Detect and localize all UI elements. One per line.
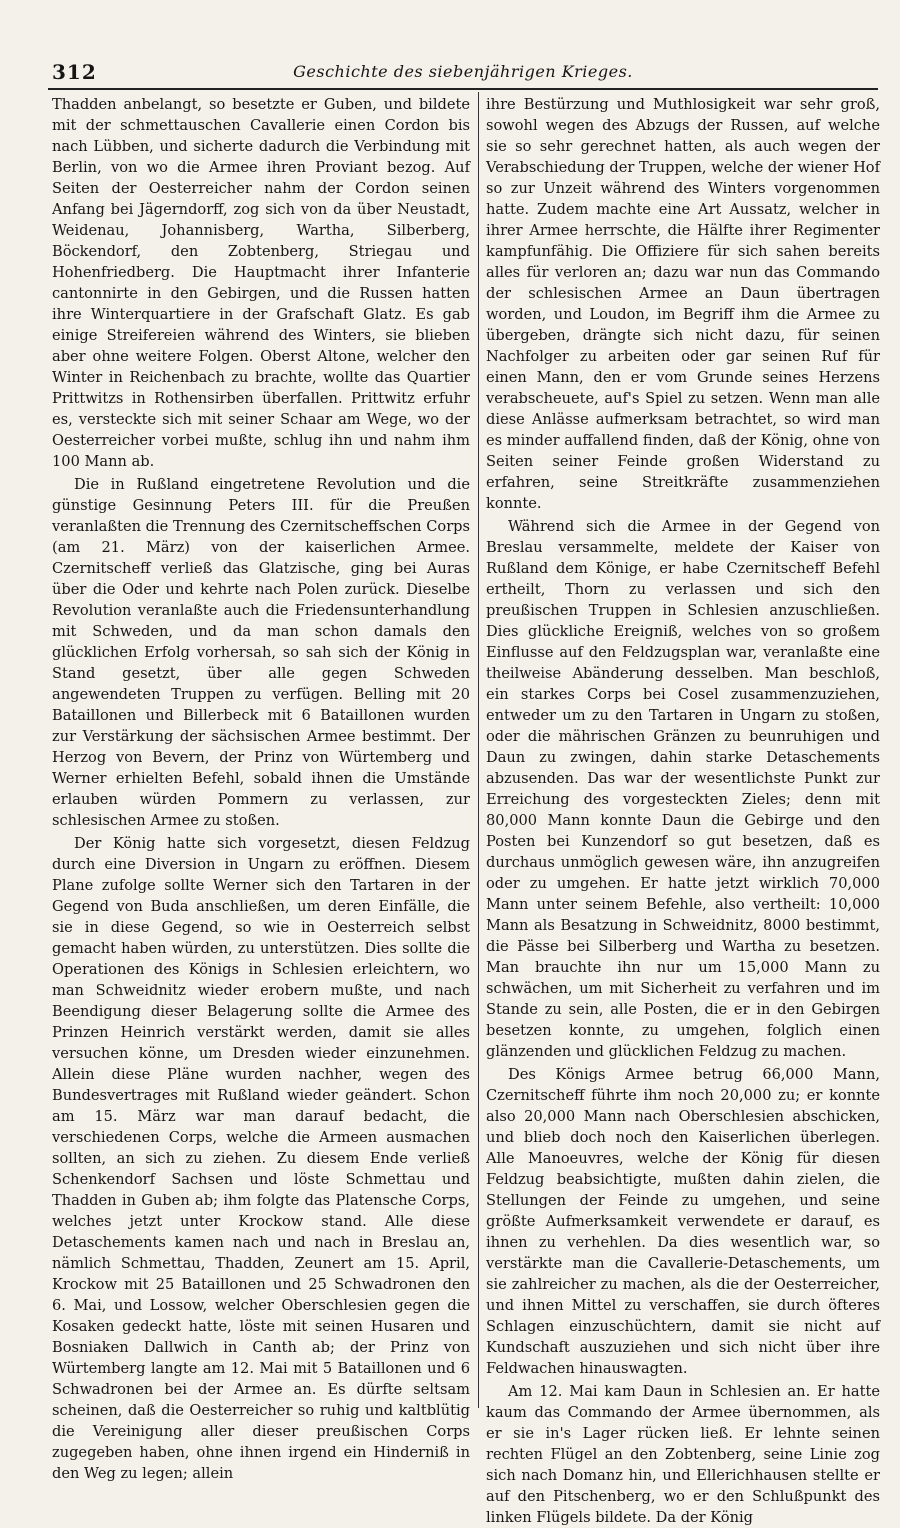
left-paragraph-3: Der König hatte sich vorgesetzt, diesen Feldzug durch eine Diversion in Ungarn zu eröffnen. Diesem Plane zufolge sollte Werner sich den Tartaren in der Gegend von Buda anschließen, um deren Einfälle, die sie in diese Gegend, so wie in Oesterreich selbst gemacht haben würden, zu unterstützen. Dies sollte die Operationen des Königs in Schlesien erleichtern, wo man Schweidnitz wieder erobern mußte, und nach Beendigung dieser Belagerung sollte die Armee des Prinzen Heinrich verstärkt werden, damit sie alles versuchen könne, um Dresden wieder einzunehmen. Allein diese Pläne wurden nachher, wegen des Bundesvertrages mit Rußland wieder geändert. Schon am 15. März war man darauf bedacht, die verschiedenen Corps, welche die Armeen ausmachen sollten, an sich zu ziehen. Zu diesem Ende verließ Schenkendorf Sachsen und löste Schmettau und Thadden in Guben ab; ihm folgte das Platensche Corps, welches jetzt unter Krockow stand. Alle diese Detaschements kamen nach und nach in Breslau an, nämlich Schmettau, Thadden, Zeunert am 15. April, Krockow mit 25 Bataillonen und 25 Schwadronen den 6. Mai, und Lossow, welcher Oberschlesien gegen die Kosaken gedeckt hatte, löste mit seinen Husaren und Bosniaken Dallwich in Canth ab; der Prinz von Würtemberg langte am 12. Mai mit 5 Bataillonen und 6 Schwadronen bei der Armee an. Es dürfte seltsam scheinen, daß die Oesterreicher so ruhig und kaltblütig die Vereinigung aller dieser preußischen Corps zugegeben haben, ohne ihnen irgend ein Hinderniß in den Weg zu legen; allein <box>52 835 470 1482</box>
right-column <box>486 94 880 1526</box>
page-header <box>48 58 878 90</box>
column-divider <box>478 92 479 1408</box>
right-paragraph-2: Während sich die Armee in der Gegend von Breslau versammelte, meldete der Kaiser von Rußland dem Könige, er habe Czernitscheff Befehl ertheilt, Thorn zu verlassen und sich den preußischen Truppen in Schlesien anzuschließen. Dies glückliche Ereigniß, welches von so großem Einflusse auf den Feldzugsplan war, veranlaßte eine theilweise Abänderung desselben. Man beschloß, ein starkes Corps bei Cosel zusammenzuziehen, entweder um zu den Tartaren in Ungarn zu stoßen, oder die mährischen Gränzen zu beunruhigen und Daun zu zwingen, dahin starke Detaschements abzusenden. Das war der wesentlichste Punkt zur Erreichung des vorgesteckten Zieles; denn mit 80,000 Mann konnte Daun die Gebirge und den Posten bei Kunzendorf so gut besetzen, daß es durchaus unmöglich gewesen wäre, ihn anzugreifen oder zu umgehen. Er hatte jetzt wirklich 70,000 Mann unter seinem Befehle, also vertheilt: 10,000 Mann als Besatzung in Schweidnitz, 8000 bestimmt, die Pässe bei Silberberg und Wartha zu besetzen. Man brauchte ihn nur um 15,000 Mann zu schwächen, um mit Sicherheit zu verfahren und im Stande zu sein, alle Posten, die er in den Gebirgen besetzen konnte, zu umgehen, folglich einen glänzenden und glücklichen Feldzug zu machen. <box>486 518 880 1060</box>
running-title: Geschichte des siebenjährigen Krieges. <box>293 62 633 81</box>
right-paragraph-4: Am 12. Mai kam Daun in Schlesien an. Er hatte kaum das Commando der Armee übernommen, als er sie in's Lager rücken ließ. Er lehnte seinen rechten Flügel an den Zobtenberg, seine Linie zog sich nach Domanz hin, und Ellerichhausen stellte er auf den Pitschenberg, wo er den Schlußpunkt des linken Flügels bildete. Da der König <box>486 1383 880 1526</box>
page-number: 312 <box>52 60 97 84</box>
left-column <box>52 94 470 1482</box>
right-paragraph-1: ihre Bestürzung und Muthlosigkeit war sehr groß, sowohl wegen des Abzugs der Russen, auf welche sie so sehr gerechnet hatten, als auch wegen der Verabschiedung der Truppen, welche der wiener Hof so zur Unzeit während des Winters vorgenommen hatte. Zudem machte eine Art Aussatz, welcher in ihrer Armee herrschte, die Hälfte ihrer Regimenter kampfunfähig. Die Offiziere für sich sahen bereits alles für verloren an; dazu war nun das Commando der schlesischen Armee an Daun übertragen worden, und Loudon, im Begriff ihm die Armee zu übergeben, drängte sich nicht dazu, für seinen Nachfolger zu arbeiten oder gar seinen Ruf für einen Mann, den er vom Grunde seines Herzens verabscheuete, auf's Spiel zu setzen. Wenn man alle diese Anlässe aufmerksam betrachtet, so wird man es minder auffallend finden, daß der König, ohne von Seiten seiner Feinde großen Widerstand zu erfahren, seine Streitkräfte zusammenziehen konnte. <box>486 96 880 512</box>
right-paragraph-3: Des Königs Armee betrug 66,000 Mann, Czernitscheff führte ihm noch 20,000 zu; er konnte also 20,000 Mann nach Oberschlesien abschicken, und blieb doch noch den Kaiserlichen überlegen. Alle Manoeuvres, welche der König für diesen Feldzug beabsichtigte, mußten dahin zielen, die Stellungen der Feinde zu umgehen, und seine größte Aufmerksamkeit verwendete er darauf, es ihnen zu verhehlen. Da dies wesentlich war, so verstärkte man die Cavallerie-Detaschements, um sie zahlreicher zu machen, als die der Oesterreicher, und ihnen Mittel zu verschaffen, sie durch öfteres Schlagen einzuschüchtern, damit sie nicht auf Kundschaft auszuziehen und sich nicht über ihre Feldwachen hinauswagten. <box>486 1066 880 1377</box>
left-paragraph-2: Die in Rußland eingetretene Revolution und die günstige Gesinnung Peters III. für die Preußen veranlaßten die Trennung des Czernitscheffschen Corps (am 21. März) von der kaiserlichen Armee. Czernitscheff verließ das Glatzische, ging bei Auras über die Oder und kehrte nach Polen zurück. Dieselbe Revolution veranlaßte auch die Friedensunterhandlung mit Schweden, und da man schon damals den glücklichen Erfolg vorhersah, so sah sich der König in Stand gesetzt, über alle gegen Schweden angewendeten Truppen zu verfügen. Belling mit 20 Bataillonen und Billerbeck mit 6 Bataillonen wurden zur Verstärkung der sächsischen Armee bestimmt. Der Herzog von Bevern, der Prinz von Würtemberg und Werner erhielten Befehl, sobald ihnen die Umstände erlauben würden Pommern zu verlassen, zur schlesischen Armee zu stoßen. <box>52 476 470 829</box>
left-paragraph-1: Thadden anbelangt, so besetzte er Guben, und bildete mit der schmettauschen Cavallerie einen Cordon bis nach Lübben, und sicherte dadurch die Verbindung mit Berlin, von wo die Armee ihren Proviant bezog. Auf Seiten der Oesterreicher nahm der Cordon seinen Anfang bei Jägerndorff, zog sich von da über Neustadt, Weidenau, Johannisberg, Wartha, Silberberg, Böckendorf, den Zobtenberg, Striegau und Hohenfriedberg. Die Hauptmacht ihrer Infanterie cantonnirte in den Gebirgen, und die Russen hatten ihre Winterquartiere in der Grafschaft Glatz. Es gab einige Streifereien während des Winters, sie blieben aber ohne weitere Folgen. Oberst Altone, welcher den Winter in Reichenbach zu brachte, wollte das Quartier Prittwitzs in Rothensirben überfallen. Prittwitz erfuhr es, versteckte sich mit seiner Schaar am Wege, wo der Oesterreicher vorbei mußte, schlug ihn und nahm ihm 100 Mann ab. <box>52 96 470 470</box>
